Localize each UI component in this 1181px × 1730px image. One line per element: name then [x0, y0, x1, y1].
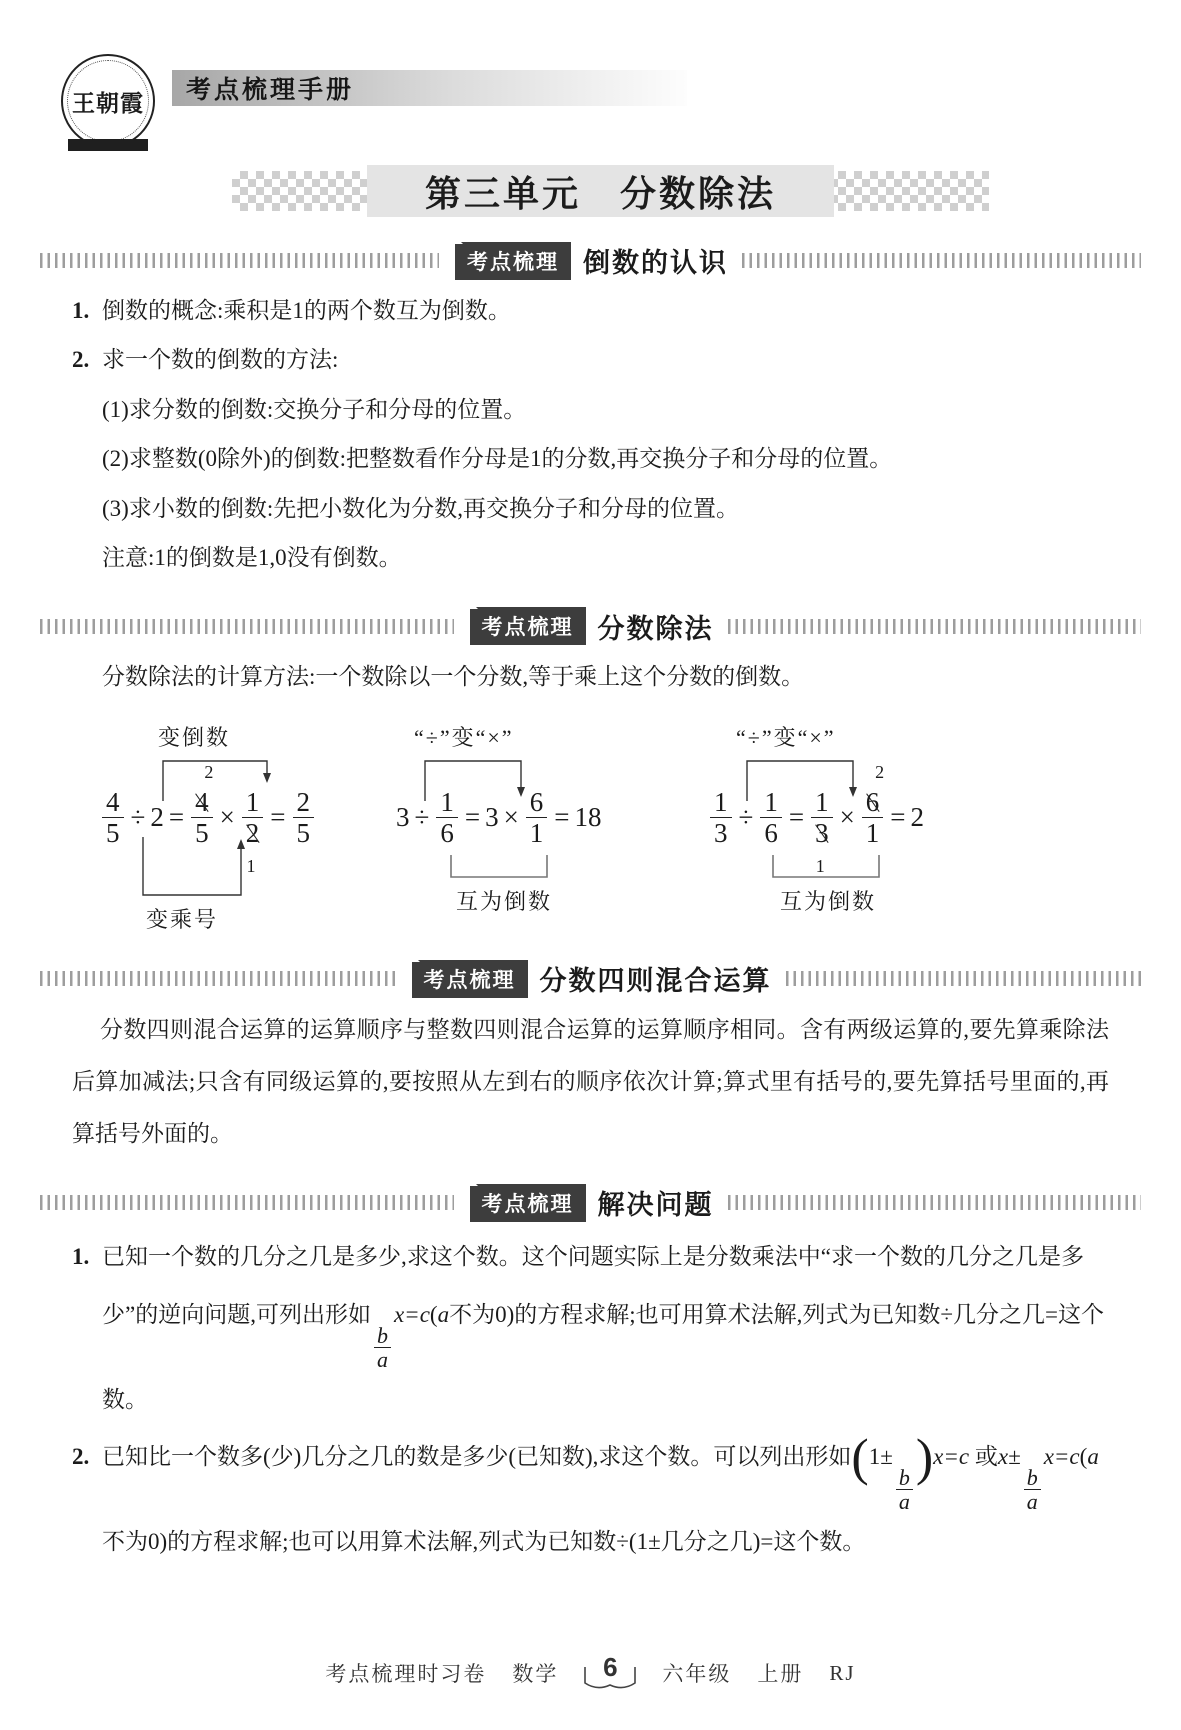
replacement-digit: 2 [875, 762, 885, 783]
sub-item: (2)求整数(0除外)的倒数:把整数看作分母是1的分数,再交换分子和分母的位置。 [102, 446, 893, 472]
section-mixed-body [0, 1004, 1181, 1159]
numerator: 1 [710, 787, 732, 818]
numerator: b [374, 1324, 391, 1348]
equals-sign: = [270, 802, 286, 833]
brand-logo-circle [61, 54, 155, 148]
unit-title-row [40, 165, 1181, 217]
denominator: 3 [714, 818, 728, 849]
fraction [1024, 1466, 1041, 1513]
replacement-digit: 1 [815, 855, 825, 876]
item-text: 已知比一个数多(少)几分之几的数是多少(已知数),求这个数。可以列出形如 [102, 1444, 852, 1470]
denominator: 1 [865, 818, 880, 849]
numerator: 2 [293, 787, 315, 818]
unit-title-bar [367, 165, 834, 217]
multiply-sign: × [839, 802, 855, 833]
section-title: 分数四则混合运算 [539, 966, 772, 997]
item-text: 已知一个数的几分之几是多少,求这个数。这个问题实际上是分数乘法中“求一个数的几分之几是多少”的逆向问题,可列出形如 [102, 1244, 1084, 1327]
section-heading-reciprocal [40, 241, 1141, 280]
unit-title: 第三单元 分数除法 [424, 173, 776, 214]
section-division-body [0, 652, 1181, 701]
handbook-title: 考点梳理手册 [186, 76, 355, 104]
cancelled-digit: 2 [245, 818, 260, 849]
rule-right [786, 971, 1142, 986]
equation [396, 787, 602, 848]
variable: a [437, 1301, 450, 1327]
denominator: a [1026, 1489, 1038, 1515]
brand-logo [58, 54, 158, 151]
numerator [191, 762, 214, 818]
equals-sign: = [554, 802, 570, 833]
diagram-label-top: “÷”变“×” [736, 725, 836, 751]
division-rule-text: 分数除法的计算方法:一个数除以一个分数,等于乘上这个分数的倒数。 [102, 663, 805, 689]
denominator: a [898, 1489, 910, 1515]
equation-text: 1± [868, 1444, 893, 1470]
equals-sign: = [788, 802, 805, 833]
sub-item: (1)求分数的倒数:交换分子和分母的位置。 [102, 396, 527, 422]
page-number: 6 [603, 1652, 618, 1682]
rule-right [728, 619, 1142, 634]
section-title: 分数除法 [597, 613, 714, 644]
rule-left [40, 1195, 454, 1210]
denominator [811, 818, 833, 876]
diagram-divide-by-integer [100, 717, 362, 935]
page-header [0, 0, 1181, 151]
cancelled-digit: 4 [195, 787, 209, 818]
rule-right [742, 253, 1141, 268]
kaodian-badge: 考点梳理 [455, 242, 571, 280]
numerator: 1 [242, 787, 264, 818]
denominator: 1 [529, 818, 544, 849]
divide-sign: ÷ [414, 802, 430, 833]
rule-left [40, 971, 396, 986]
division-diagrams [100, 717, 1181, 935]
fraction [760, 787, 782, 848]
diagram-label-bottom: 互为倒数 [780, 889, 877, 915]
rule-right [728, 1195, 1142, 1210]
divide-sign: ÷ [738, 802, 754, 833]
page-footer [0, 1654, 1181, 1692]
big-paren-open: ( [851, 1430, 869, 1488]
replacement-digit: 1 [246, 855, 256, 876]
paren: ( [1079, 1444, 1088, 1470]
denominator: a [376, 1346, 388, 1372]
fraction [710, 787, 732, 848]
multiply-sign: × [219, 802, 235, 833]
cancelled-digit: 3 [815, 818, 829, 849]
numerator [862, 762, 885, 818]
item-number: 2. [72, 1444, 90, 1470]
fraction-cancelled [811, 787, 833, 876]
integer: 3 [485, 802, 499, 833]
note-text: 注意:1的倒数是1,0没有倒数。 [102, 545, 402, 571]
list-item [72, 1228, 1109, 1428]
equals-sign: = [464, 802, 481, 833]
denominator: 5 [296, 818, 311, 849]
equation [708, 762, 925, 876]
brand-banner [68, 139, 148, 151]
equation [100, 762, 316, 876]
kaodian-badge: 考点梳理 [470, 1184, 586, 1222]
footer-series: 考点梳理时习卷 [325, 1662, 487, 1686]
item-text: 不为0)的方程求解;也可以用算术法解,列式为已知数÷(1±几分之几)=这个数。 [102, 1529, 866, 1555]
fraction [896, 1466, 913, 1513]
list-item [72, 335, 1109, 384]
diagram-label-bottom: 变乘号 [146, 907, 219, 933]
section-heading-mixed-operations [40, 959, 1141, 998]
denominator: 5 [195, 818, 209, 849]
multiply-sign: × [503, 802, 519, 833]
diagram-integer-divided-by-fraction [396, 717, 646, 935]
diagram-label-bottom: 互为倒数 [456, 889, 553, 915]
paren: ( [429, 1301, 438, 1327]
integer: 3 [396, 802, 410, 833]
list-item [72, 1428, 1109, 1571]
denominator: 5 [106, 818, 120, 849]
equation-text: x± [997, 1444, 1021, 1470]
denominator: 6 [440, 818, 454, 849]
footer-volume: 上册 [757, 1662, 804, 1686]
section-title: 解决问题 [597, 1190, 714, 1221]
item-number: 2. [72, 347, 90, 373]
item-text: 不为0)的方程求解;也可用算术法解,列式为已知数÷几分之几=这个数。 [102, 1301, 1104, 1412]
numerator: 1 [436, 787, 458, 818]
numerator: b [1024, 1466, 1041, 1490]
equation-text: x=c [393, 1301, 430, 1327]
fraction [436, 787, 458, 848]
kaodian-badge: 考点梳理 [412, 960, 528, 998]
numerator: 6 [526, 787, 548, 818]
variable: a [1087, 1444, 1099, 1470]
result: 2 [910, 802, 925, 833]
kaodian-badge: 考点梳理 [470, 607, 586, 645]
equals-sign: = [890, 802, 906, 833]
section-reciprocal-body [0, 286, 1181, 583]
diagram-label-top: 变倒数 [158, 725, 231, 751]
denominator [242, 818, 264, 876]
cancelled-digit: 6 [865, 787, 880, 818]
rule-left [40, 619, 454, 634]
fraction [102, 787, 124, 848]
big-paren-close: ) [915, 1430, 934, 1488]
integer: 2 [150, 802, 164, 833]
numerator: 4 [102, 787, 124, 818]
rule-left [40, 253, 439, 268]
footer-subject: 数学 [512, 1662, 559, 1686]
diagram-fraction-divided-by-fraction [708, 717, 968, 935]
item-number: 1. [72, 1244, 90, 1270]
sub-item: (3)求小数的倒数:先把小数化为分数,再交换分子和分母的位置。 [102, 495, 739, 521]
footer-edition: RJ [829, 1660, 856, 1685]
equals-sign: = [168, 802, 185, 833]
item-text: 求一个数的倒数的方法: [102, 347, 339, 373]
footer-grade: 六年级 [662, 1662, 732, 1686]
divide-sign: ÷ [130, 802, 146, 833]
item-number: 1. [72, 298, 90, 323]
fraction [526, 787, 548, 848]
numerator: b [896, 1466, 913, 1490]
denominator: 6 [764, 818, 778, 849]
fraction-cancelled [191, 762, 214, 849]
item-text: 倒数的概念:乘积是1的两个数互为倒数。 [102, 298, 511, 323]
equation-text: x=c [1043, 1444, 1080, 1470]
section-solve-body [0, 1228, 1181, 1571]
item-text: 或 [974, 1444, 998, 1470]
section-heading-problem-solving [40, 1183, 1141, 1222]
result: 18 [574, 802, 602, 833]
page-number-book [581, 1654, 639, 1692]
fraction [293, 787, 315, 848]
section-heading-division [40, 607, 1141, 646]
numerator: 1 [811, 787, 833, 818]
numerator: 1 [760, 787, 782, 818]
fraction-cancelled [242, 787, 264, 876]
replacement-digit: 2 [204, 762, 214, 783]
diagram-label-top: “÷”变“×” [414, 725, 514, 751]
handbook-title-bar [172, 70, 687, 106]
mixed-operations-paragraph: 分数四则混合运算的运算顺序与整数四则混合运算的运算顺序相同。含有两级运算的,要先算乘除法后算加减法;只含有同级运算的,要按照从左到右的顺序依次计算;算式里有括号的,要先算括号里面的,再算括号外面的。 [72, 1017, 1109, 1146]
checker-pattern-left [232, 171, 387, 211]
checker-pattern-right [814, 171, 989, 211]
brand-name: 王朝霞 [72, 90, 144, 116]
list-item [72, 286, 1109, 335]
equation-text: x=c [933, 1444, 970, 1470]
fraction-cancelled [862, 762, 885, 849]
section-title: 倒数的认识 [583, 248, 728, 278]
fraction [374, 1324, 391, 1371]
